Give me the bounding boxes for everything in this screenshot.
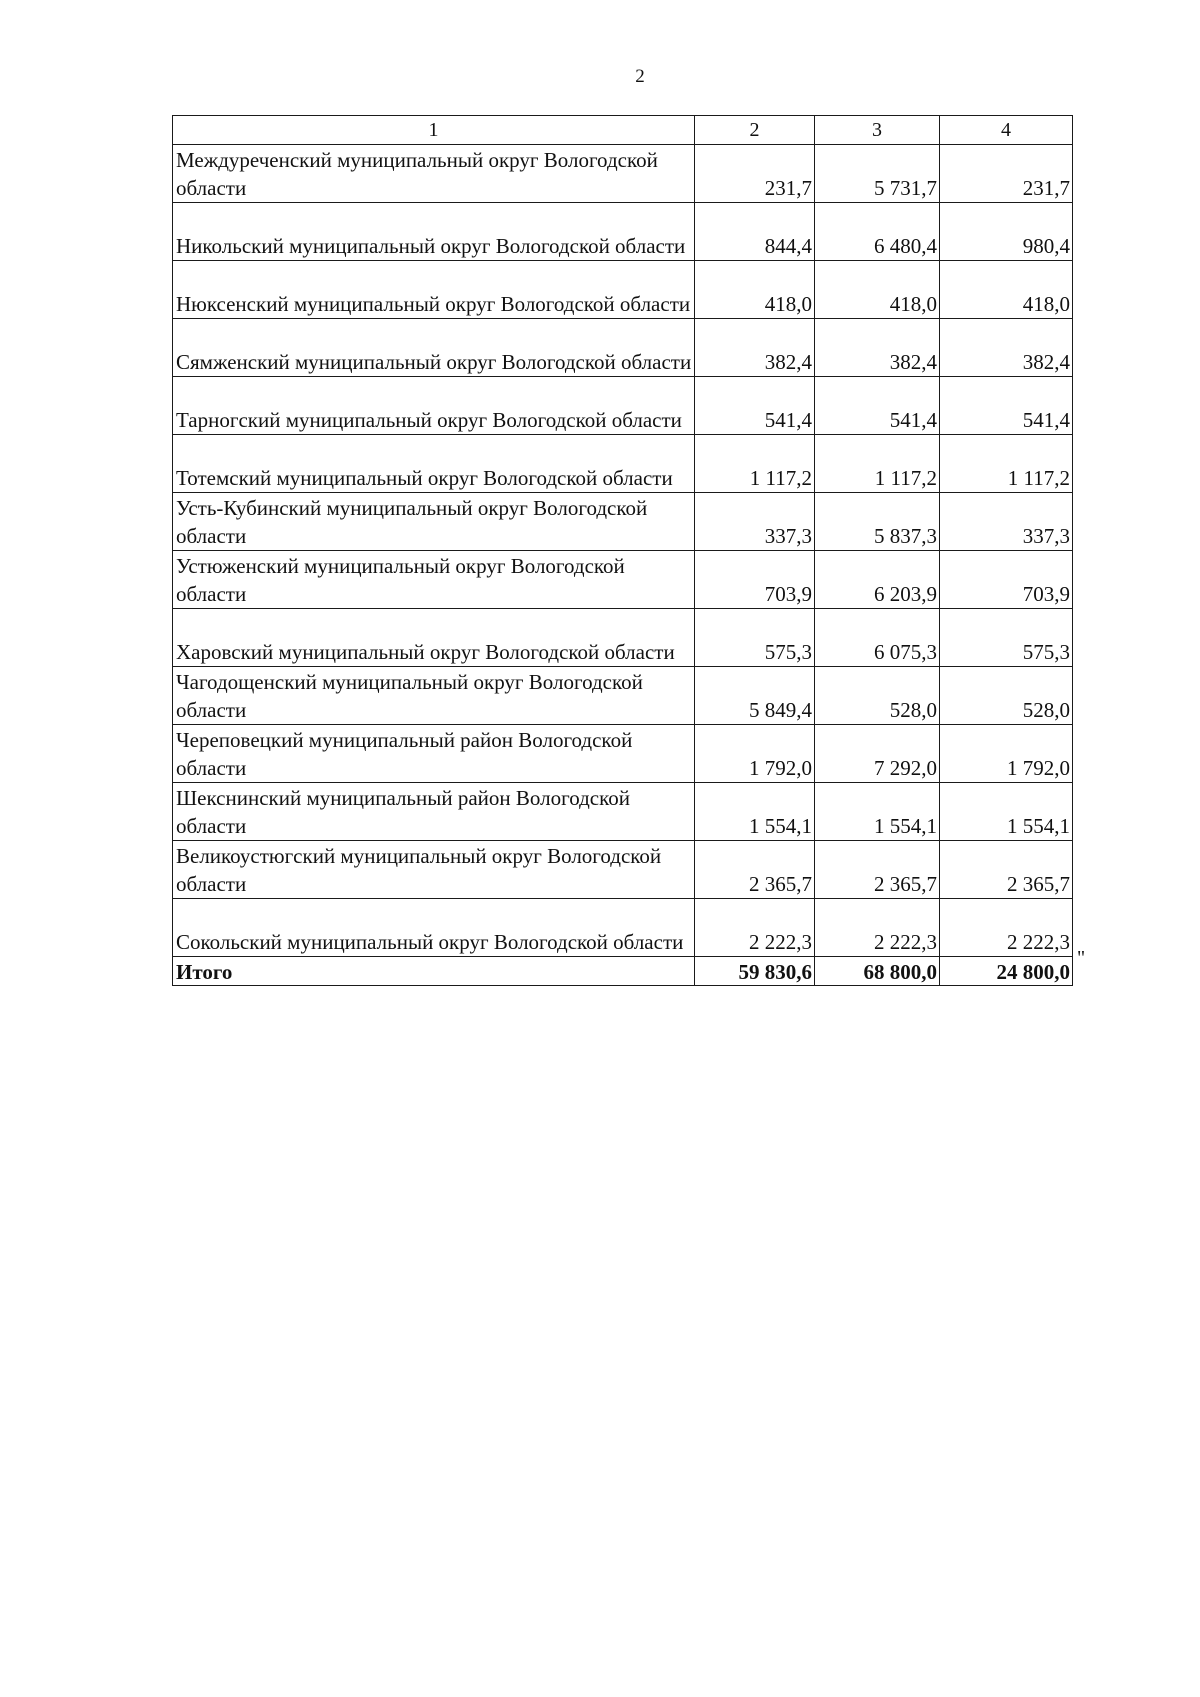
value-column-3: 382,4 [815, 319, 940, 377]
value-column-4: 1 117,2 [940, 435, 1073, 493]
municipality-name: Усть-Кубинский муниципальный округ Вологодской области [173, 493, 695, 551]
table-row [173, 203, 1073, 261]
value-column-3: 2 365,7 [815, 841, 940, 899]
municipality-name: Шекснинский муниципальный район Вологодской области [173, 783, 695, 841]
page-number: 2 [635, 66, 645, 87]
municipality-name: Никольский муниципальный округ Вологодской области [173, 203, 695, 261]
value-column-4: 528,0 [940, 667, 1073, 725]
column-header-1: 1 [173, 116, 695, 145]
value-column-2: 2 222,3 [695, 899, 815, 957]
value-column-4: 382,4 [940, 319, 1073, 377]
value-column-3: 6 480,4 [815, 203, 940, 261]
value-column-2: 418,0 [695, 261, 815, 319]
value-column-4: 231,7 [940, 145, 1073, 203]
table-row [173, 551, 1073, 609]
total-column-2: 59 830,6 [695, 957, 815, 986]
allocation-table-container [172, 115, 1072, 986]
municipality-name: Череповецкий муниципальный район Вологодской области [173, 725, 695, 783]
value-column-3: 541,4 [815, 377, 940, 435]
value-column-3: 1 117,2 [815, 435, 940, 493]
municipality-name: Тарногский муниципальный округ Вологодской области [173, 377, 695, 435]
column-header-4: 4 [940, 116, 1073, 145]
value-column-2: 703,9 [695, 551, 815, 609]
value-column-4: 541,4 [940, 377, 1073, 435]
table-row [173, 725, 1073, 783]
table-row [173, 493, 1073, 551]
total-column-4: 24 800,0 [940, 957, 1073, 986]
value-column-2: 231,7 [695, 145, 815, 203]
value-column-4: 2 222,3 [940, 899, 1073, 957]
municipality-name: Сокольский муниципальный округ Вологодской области [173, 899, 695, 957]
table-row [173, 783, 1073, 841]
value-column-4: 2 365,7 [940, 841, 1073, 899]
value-column-3: 418,0 [815, 261, 940, 319]
value-column-2: 5 849,4 [695, 667, 815, 725]
value-column-3: 528,0 [815, 667, 940, 725]
value-column-2: 382,4 [695, 319, 815, 377]
municipality-name: Тотемский муниципальный округ Вологодской области [173, 435, 695, 493]
municipality-name: Нюксенский муниципальный округ Вологодской области [173, 261, 695, 319]
value-column-2: 2 365,7 [695, 841, 815, 899]
value-column-2: 844,4 [695, 203, 815, 261]
table-row [173, 899, 1073, 957]
value-column-4: 703,9 [940, 551, 1073, 609]
value-column-2: 1 554,1 [695, 783, 815, 841]
table-header-row [173, 116, 1073, 145]
column-header-3: 3 [815, 116, 940, 145]
table-row [173, 377, 1073, 435]
value-column-3: 6 203,9 [815, 551, 940, 609]
column-header-2: 2 [695, 116, 815, 145]
allocation-table [172, 115, 1073, 986]
value-column-4: 575,3 [940, 609, 1073, 667]
value-column-3: 7 292,0 [815, 725, 940, 783]
value-column-4: 418,0 [940, 261, 1073, 319]
value-column-4: 337,3 [940, 493, 1073, 551]
value-column-3: 5 837,3 [815, 493, 940, 551]
value-column-3: 2 222,3 [815, 899, 940, 957]
table-row [173, 435, 1073, 493]
table-row [173, 667, 1073, 725]
municipality-name: Устюженский муниципальный округ Вологодской области [173, 551, 695, 609]
municipality-name: Междуреченский муниципальный округ Вологодской области [173, 145, 695, 203]
municipality-name: Великоустюгский муниципальный округ Вологодской области [173, 841, 695, 899]
value-column-3: 6 075,3 [815, 609, 940, 667]
table-row [173, 261, 1073, 319]
value-column-2: 337,3 [695, 493, 815, 551]
value-column-2: 575,3 [695, 609, 815, 667]
municipality-name: Харовский муниципальный округ Вологодской области [173, 609, 695, 667]
table-row [173, 319, 1073, 377]
table-row [173, 841, 1073, 899]
total-label: Итого [173, 957, 695, 986]
total-column-3: 68 800,0 [815, 957, 940, 986]
municipality-name: Чагодощенский муниципальный округ Вологодской области [173, 667, 695, 725]
value-column-2: 541,4 [695, 377, 815, 435]
municipality-name: Сямженский муниципальный округ Вологодской области [173, 319, 695, 377]
value-column-4: 1 554,1 [940, 783, 1073, 841]
value-column-2: 1 792,0 [695, 725, 815, 783]
value-column-2: 1 117,2 [695, 435, 815, 493]
closing-quote-mark: " [1077, 947, 1086, 969]
value-column-4: 1 792,0 [940, 725, 1073, 783]
value-column-4: 980,4 [940, 203, 1073, 261]
value-column-3: 5 731,7 [815, 145, 940, 203]
table-row [173, 609, 1073, 667]
table-total-row [173, 957, 1073, 986]
value-column-3: 1 554,1 [815, 783, 940, 841]
table-row [173, 145, 1073, 203]
